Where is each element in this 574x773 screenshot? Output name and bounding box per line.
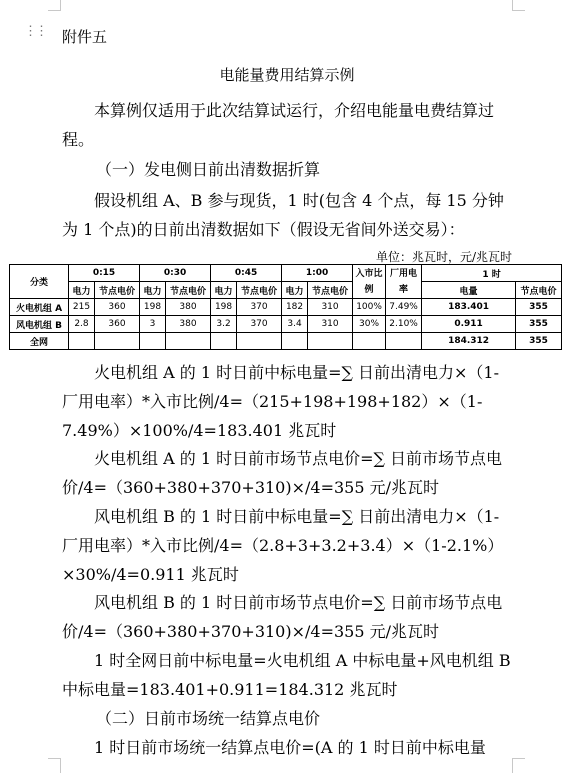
table-cell: 3.4 [282,316,308,333]
section2-paragraph: 1 时日前市场统一结算点电价=(A 的 1 时日前中标电量 [94,738,486,757]
subheader-node-price: 节点电价 [166,282,211,299]
document-title: 电能量费用结算示例 [219,66,355,84]
subheader-node-price: 节点电价 [516,282,562,299]
table-cell: 310 [308,316,353,333]
row-name: 风电机组 B [10,316,69,333]
section2-heading: （二）日前市场统一结算点电价 [96,709,321,728]
table-cell: 184.312 [422,333,516,350]
calc-a-energy: 火电机组 A 的 1 时日前中标电量=∑ 日前出清电力×（1-厂用电率）*入市比例/4=（215+198+198+182）×（1-7.49%）×100%/4=183.401 兆瓦时 [62,363,499,440]
drag-handle-icon[interactable]: ⋮⋮ [24,24,46,39]
subheader-node-price: 节点电价 [308,282,353,299]
page-corner-mark-top-right [512,0,525,11]
attachment-label: 附件五 [62,28,108,46]
row-name: 火电机组 A [10,299,69,316]
calc-a-price: 火电机组 A 的 1 时日前市场节点电价=∑ 日前市场节点电价/4=（360+380+370+310)×/4=355 元/兆瓦时 [62,449,502,497]
entry-ratio-header: 入市比例 [353,265,386,299]
category-header: 分类 [10,265,69,299]
table-cell: 370 [237,316,282,333]
table-cell: 355 [516,316,562,333]
table-cell: 182 [282,299,308,316]
table-cell: 30% [353,316,386,333]
table-cell: 215 [69,299,95,316]
subheader-power: 电力 [211,282,237,299]
hour-header: 1 时 [422,265,562,282]
time-header: 1:00 [282,265,353,282]
table-cell: 355 [516,333,562,350]
subheader-power: 电力 [282,282,308,299]
calc-b-energy: 风电机组 B 的 1 时日前中标电量=∑ 日前出清电力×（1-厂用电率）*入市比例/4=（2.8+3+3.2+3.4）×（1-2.1%）×30%/4=0.911 兆瓦时 [62,507,504,584]
table-cell: 2.10% [386,316,422,333]
table-cell: 183.401 [422,299,516,316]
calc-b-price: 风电机组 B 的 1 时日前市场节点电价=∑ 日前市场节点电价/4=（360+380+370+310)×/4=355 元/兆瓦时 [62,593,503,641]
table-cell: 380 [166,299,211,316]
table-header-row [10,265,562,282]
page-corner-mark-top-left [48,0,61,11]
table-row [10,299,562,316]
table-cell: 3.2 [211,316,237,333]
table-cell: 198 [140,299,166,316]
time-header: 0:45 [211,265,282,282]
table-cell: 380 [166,316,211,333]
subheader-power: 电力 [140,282,166,299]
table-cell: 2.8 [69,316,95,333]
time-header: 0:15 [69,265,140,282]
clearing-data-table [9,264,562,350]
subheader-node-price: 节点电价 [95,282,140,299]
subheader-energy: 电量 [422,282,516,299]
subheader-power: 电力 [69,282,95,299]
table-cell: 370 [237,299,282,316]
section1-heading: （一）发电侧日前出清数据折算 [96,160,321,179]
table-cell: 198 [211,299,237,316]
table-row [10,316,562,333]
intro-paragraph: 本算例仅适用于此次结算试运行，介绍电能量电费结算过程。 [62,101,495,149]
row-name: 全网 [10,333,69,350]
table-cell: 310 [308,299,353,316]
plant-use-header: 厂用电率 [386,265,422,299]
assumption-paragraph: 假设机组 A、B 参与现货，1 时(包含 4 个点，每 15 分钟为 1 个点)的日前出清数据如下（假设无省间外送交易）： [62,191,504,239]
unit-note: 单位：兆瓦时，元/兆瓦时 [375,250,512,264]
table-cell: 360 [95,316,140,333]
calc-total: 1 时全网日前中标电量=火电机组 A 中标电量+风电机组 B 中标电量=183.401+0.911=184.312 兆瓦时 [62,651,511,699]
subheader-node-price: 节点电价 [237,282,282,299]
table-cell: 360 [95,299,140,316]
table-cell: 100% [353,299,386,316]
table-cell: 355 [516,299,562,316]
table-total-row [10,333,562,350]
page-corner-mark-bottom-left [48,758,61,773]
time-header: 0:30 [140,265,211,282]
table-cell: 7.49% [386,299,422,316]
table-cell: 3 [140,316,166,333]
table-cell: 0.911 [422,316,516,333]
page-corner-mark-bottom-right [512,758,525,773]
table-subheader-row [10,282,562,299]
